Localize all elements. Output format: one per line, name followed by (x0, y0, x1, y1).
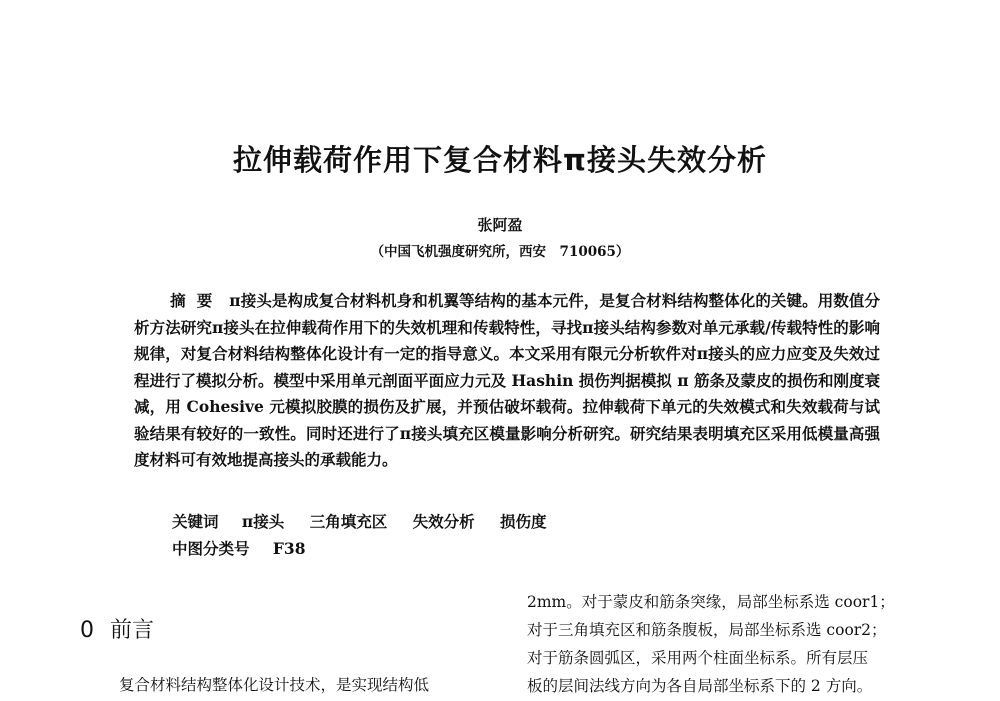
section-number: 0 (80, 618, 94, 643)
keywords-row (172, 510, 567, 532)
right-column-text (527, 588, 937, 700)
section-heading (80, 613, 154, 644)
right-column-line: 板的层间法线方向为各自局部坐标系下的 2 方向。 (527, 677, 873, 695)
author-name: 张阿盈 (477, 216, 523, 234)
right-column-line: 对于筋条圆弧区，采用两个柱面坐标系。所有层压 (527, 649, 869, 667)
abstract-label: 摘要 (170, 291, 224, 310)
section-paragraph-start: 复合材料结构整体化设计技术，是实现结构低 (119, 676, 430, 694)
section-title: 前言 (110, 618, 155, 643)
classification-label: 中图分类号 (172, 540, 250, 558)
author-affiliation: （中国飞机强度研究所，西安 710065） (370, 244, 630, 260)
keywords-label: 关键词 (172, 513, 219, 531)
right-column-line: 2mm。对于蒙皮和筋条突缘，局部坐标系选 coor1； (527, 593, 895, 611)
abstract-text: π接头是构成复合材料机身和机翼等结构的基本元件，是复合材料结构整体化的关键。用数值分析方法研究π接头在拉伸载荷作用下的失效机理和传载特性，寻找π接头结构参数对单元承载/传载特性的影响规律，对复合材料结构整体化设计有一定的指导意义。本文采用有限元分析软件对π接头的应力应变及失效过程进行了模拟分析。模型中采用单元剖面平面应力元及 Hashin 损伤判据模拟 π 筋条及蒙皮的损伤和刚度衰减，用 Cohesive 元模拟胶膜的损伤及扩展，并预估破坏载荷。拉伸载荷下单元的失效模式和失效载荷与试验结果有较好的一致性。同时还进行了π接头填充区模量影响分析研究。研究结果表明填充区采用低模量高强度材料可有效地提高接头的承载能力。 (134, 291, 880, 469)
classification-row (172, 537, 306, 559)
classification-value: F38 (272, 539, 306, 558)
right-column-line: 对于三角填充区和筋条腹板，局部坐标系选 coor2； (527, 621, 887, 639)
keyword-item: π接头 (241, 512, 285, 531)
keyword-item: 失效分析 (412, 512, 475, 531)
abstract-block (134, 288, 880, 474)
keyword-item: 三角填充区 (309, 512, 388, 531)
paper-title: 拉伸载荷作用下复合材料π接头失效分析 (233, 143, 767, 177)
keyword-item: 损伤度 (500, 512, 547, 531)
